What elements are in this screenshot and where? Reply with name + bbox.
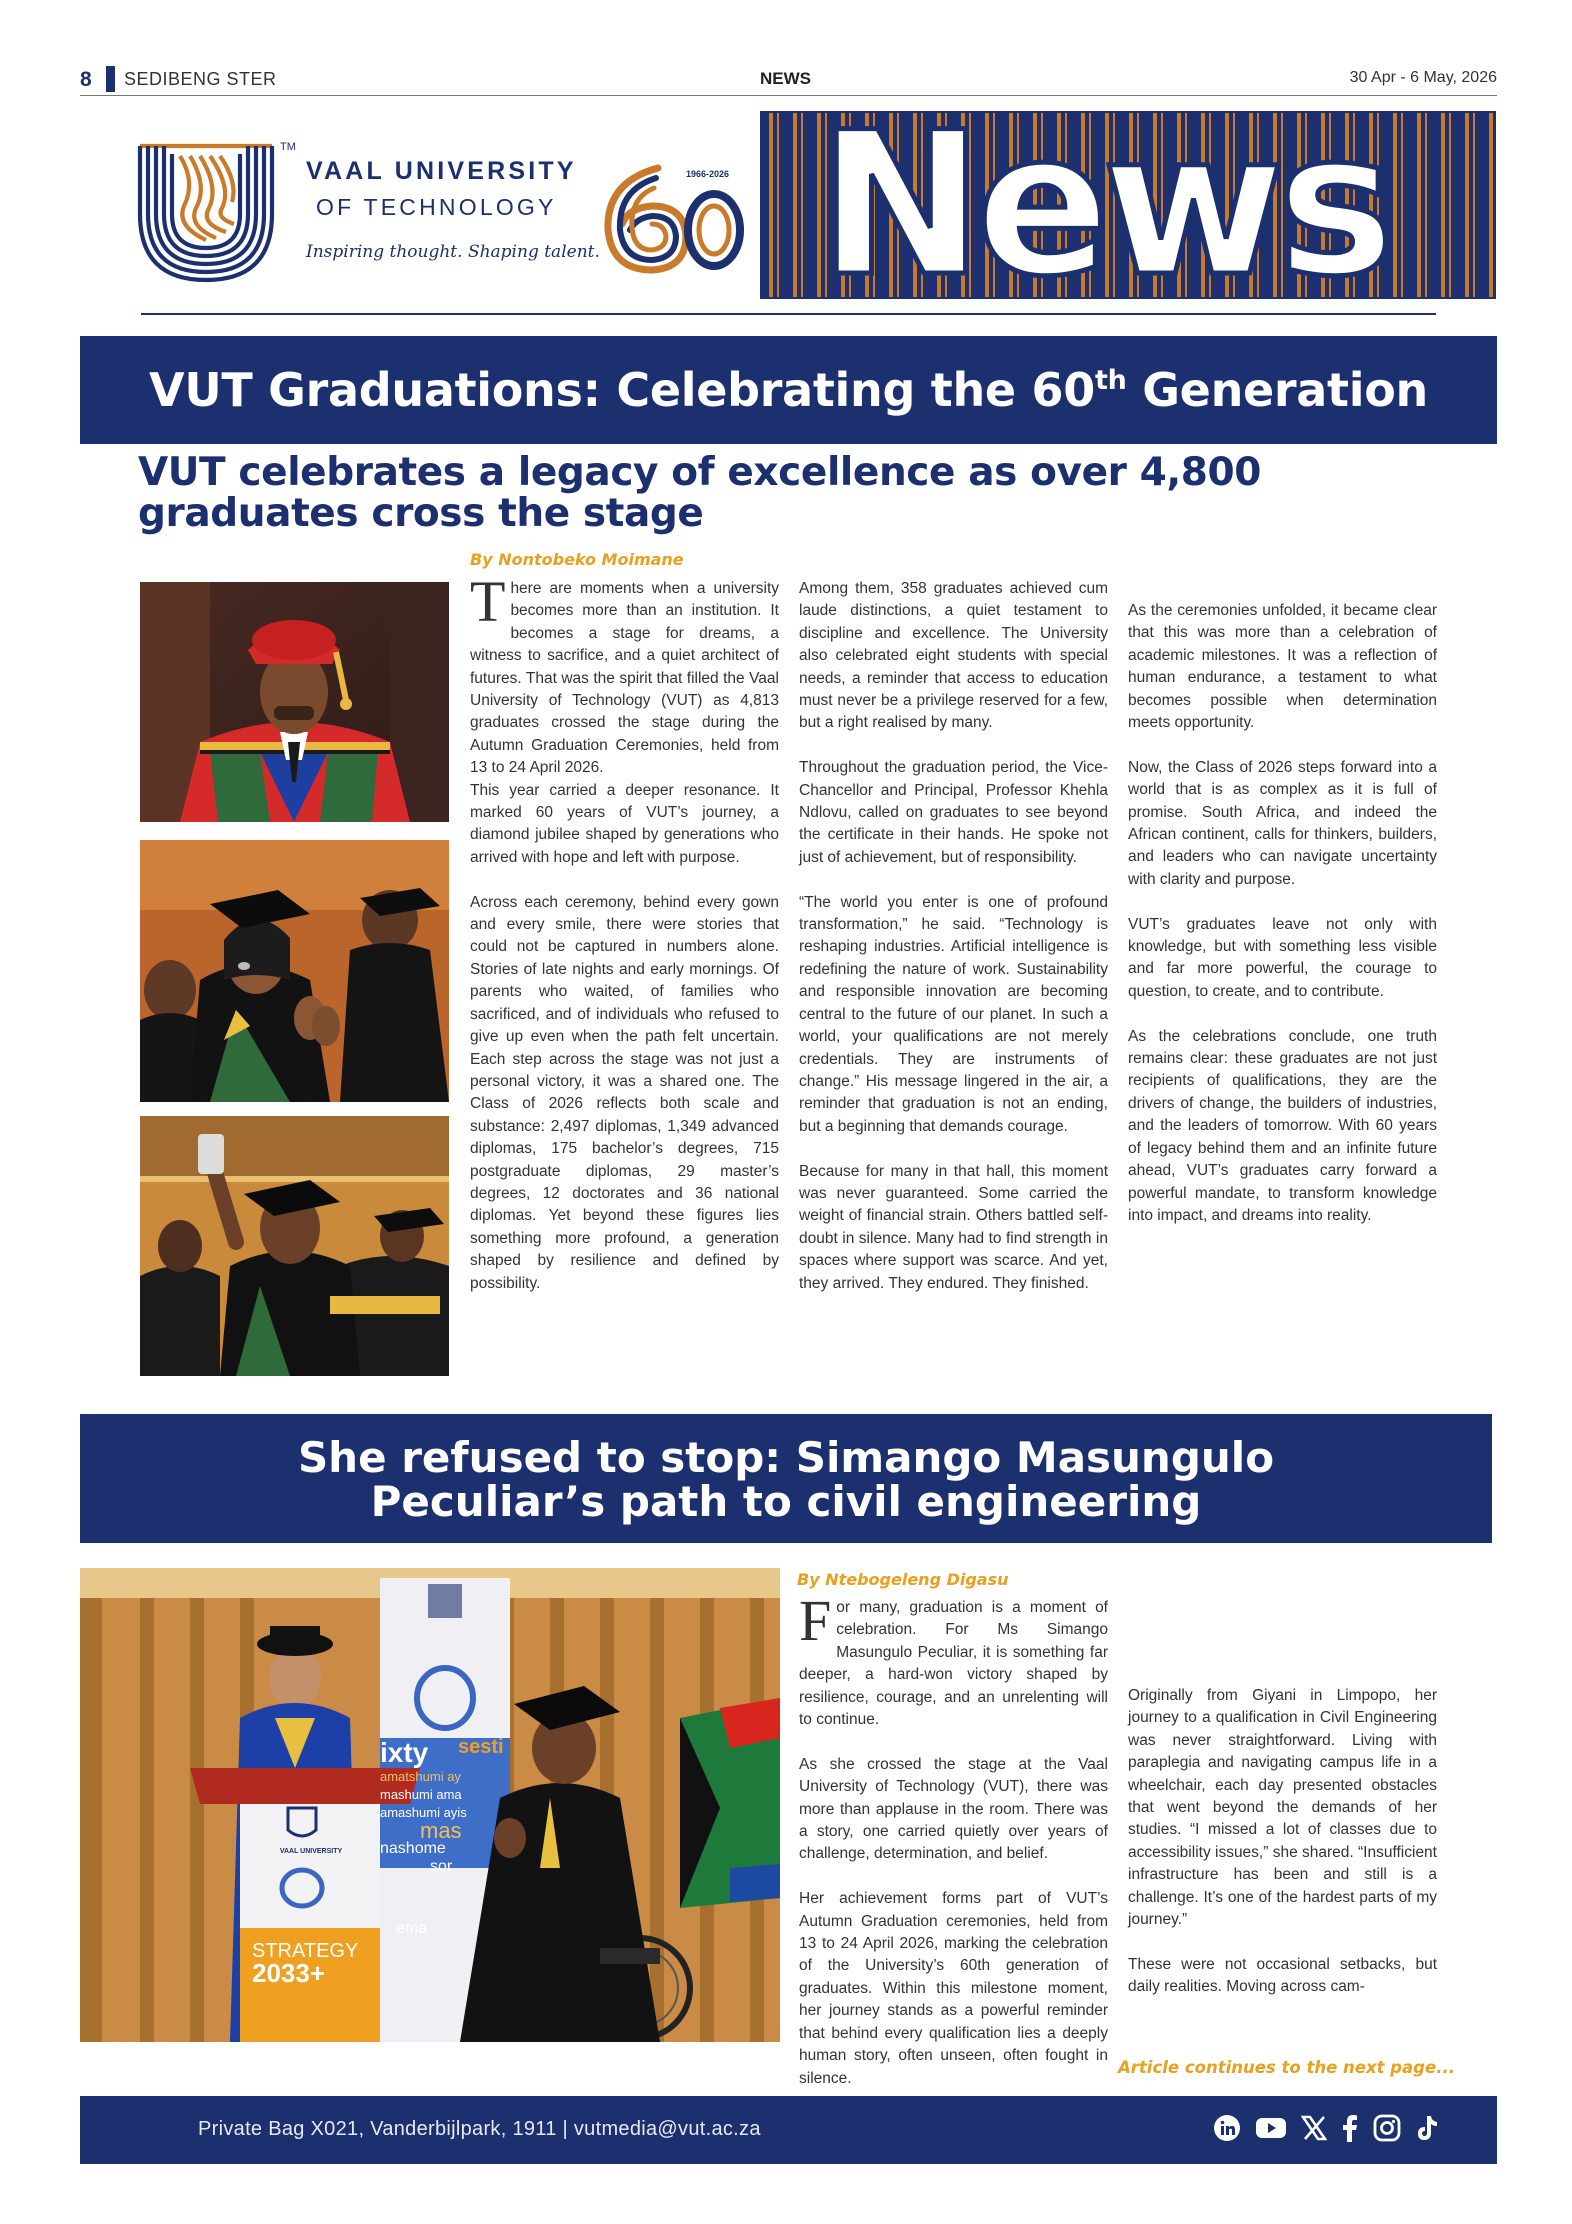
article1-banner: VUT Graduations: Celebrating the 60th Generation: [80, 336, 1497, 444]
photo-strategy-label: STRATEGY 2033+: [252, 1940, 359, 1988]
article2-paragraph: Originally from Giyani in Limpopo, her journey to a qualification in Civil Engineering was never straightforward. Living with paraplegia and navigating campus life in a wheelchair, each day presented obstacles that went beyond the demands of her studies. “I missed a lot of classes due to accessibility issues,” she shared. “Insufficient infrastructure has been and still is a challenge. It’s one of the hardest parts of my journey.”: [1128, 1687, 1437, 1929]
article1-paragraph: Across each ceremony, behind every gown and every smile, there were stories that could not be captured in numbers alone. Stories of late nights and early mornings. Of parents who waited, of families who sacrificed, and of individuals who refused to give up even when the path felt uncertain. Each step across the stage was not just a personal victory, it was a shared one. The Class of 2026 reflects both scale and substance: 2,497 diplomas, 1,349 advanced diplomas, 175 bachelor’s degrees, 715 postgraduate diplomas, 29 master’s degrees, 12 doctorates and 36 national diplomas. Yet beyond these figures lies something more profound, a generation shaped by resilience and defined by possibility.: [470, 893, 779, 1292]
news-section-header: [760, 111, 1496, 299]
page-number-bar: [106, 66, 115, 92]
social-links: [1213, 2114, 1439, 2142]
article2-paragraph: or many, graduation is a moment of celebration. For Ms Simango Masungulo Peculiar, it is something far deeper, a hard-won victory shaped by resilience, courage, and an unrelenting will to continue.: [799, 1599, 1108, 1729]
article1-paragraph: As the celebrations conclude, one truth remains clear: these graduates are not just recipients of qualifications, they are the drivers of change, the builders of industries, and the leaders of tomorrow. With 60 years of legacy behind them and an infinite future ahead, VUT’s graduates carry forward a powerful mandate, to transform knowledge into impact, and dreams into reality.: [1128, 1027, 1437, 1224]
article1-headline: VUT celebrates a legacy of excellence as over 4,800 graduates cross the stage: [138, 450, 1261, 536]
article2-banner-line1: She refused to stop: Simango Masungulo: [297, 1433, 1275, 1482]
issue-dates: 30 Apr - 6 May, 2026: [1349, 69, 1497, 86]
photo-graduate-selfie: [140, 1116, 449, 1376]
article1-paragraph: This year carried a deeper resonance. It marked 60 years of VUT’s journey, a diamond jubilee shaped by generations who arrived with hope and left with purpose.: [470, 781, 779, 866]
x-icon[interactable]: [1301, 2115, 1327, 2141]
publication-name: SEDIBENG STER: [124, 69, 277, 89]
article2-banner-line2: Peculiar’s path to civil engineering: [370, 1477, 1202, 1526]
article1-byline: By Nontobeko Moimane: [470, 550, 684, 569]
article2-banner: [80, 1414, 1492, 1543]
trademark-symbol: TM: [280, 141, 296, 153]
article2-drop-cap: F: [799, 1588, 832, 1653]
article2-column2: [1128, 1597, 1437, 1999]
university-name-line1: VAAL UNIVERSITY: [306, 157, 577, 185]
article1-paragraph: Because for many in that hall, this moment was never guaranteed. Some carried the weight of financial strain. Others battled self-doubt in silence. Many had to find strength in spaces where support was scarce. And yet, they arrived. They endured. They finished.: [799, 1162, 1108, 1292]
page-number: 8: [80, 68, 92, 91]
photo-graduate-wheelchair: [80, 1568, 780, 2042]
article2-column1: [799, 1588, 1108, 2090]
masthead-divider: [141, 313, 1436, 315]
article2-paragraph: As she crossed the stage at the Vaal University of Technology (VUT), there was more than applause in the room. There was a story, one carried quietly over years of challenge, determination, and belief.: [799, 1755, 1108, 1863]
section-label: NEWS: [760, 69, 811, 88]
anniversary-years: 1966-2026: [686, 169, 730, 179]
photo-graduates-applauding: [140, 840, 449, 1102]
article1-paragraph: here are moments when a university becomes more than an institution. It becomes a stage for dreams, a witness to sacrifice, and a quiet architect of futures. That was the spirit that filled the Vaal University of Technology (VUT) as 4,813 graduates crossed the stage during the Autumn Graduation Ceremonies, held from 13 to 24 April 2026.: [470, 580, 779, 777]
article1-paragraph: Now, the Class of 2026 steps forward into a world that is as complex as it is full of promise. South Africa, and indeed the African continent, calls for thinkers, builders, and leaders who can navigate uncertainty with clarity and purpose.: [1128, 758, 1437, 888]
article1-column3: [1128, 600, 1437, 1227]
tiktok-icon[interactable]: [1415, 2114, 1439, 2142]
facebook-icon[interactable]: [1341, 2114, 1359, 2142]
article1-column2: [799, 578, 1108, 1295]
photo-university-label: VAAL UNIVERSITY: [279, 1848, 343, 1855]
article1-drop-cap: T: [470, 569, 506, 634]
article2-byline: By Ntebogeleng Digasu: [797, 1570, 1009, 1589]
news-section-title: News: [818, 111, 1387, 299]
university-slogan: Inspiring thought. Shaping talent.: [306, 242, 600, 262]
article1-paragraph: As the ceremonies unfolded, it became clear that this was more than a celebration of academic milestones. It was a reflection of human endurance, a testament to what becomes possible when determination meets opportunity.: [1128, 602, 1437, 732]
continued-notice: Article continues to the next page...: [1118, 2058, 1455, 2077]
university-name-line2: OF TECHNOLOGY: [316, 194, 557, 220]
article1-paragraph: VUT’s graduates leave not only with knowledge, but with something less visible and far more powerful, the courage to question, to create, and to contribute.: [1128, 915, 1437, 1000]
article1-paragraph: Throughout the graduation period, the Vice-Chancellor and Principal, Professor Khehla Ndlovu, called on graduates to see beyond the certificate in their hands. He spoke not just of achievement, but of responsibility.: [799, 759, 1108, 866]
instagram-icon[interactable]: [1373, 2114, 1401, 2142]
article1-column1: [470, 569, 779, 1295]
vut-logo-icon: [136, 142, 276, 284]
article2-paragraph: Her achievement forms part of VUT’s Autumn Graduation ceremonies, held from 13 to 24 April 2026, marking the celebration of the University’s 60th generation of graduates. Within this milestone moment, her journey stands as a powerful reminder that behind every qualification lies a deeply human story, often unseen, often fought in silence.: [799, 1890, 1108, 2087]
article2-paragraph: These were not occasional setbacks, but daily realities. Moving across cam-: [1128, 1955, 1437, 1996]
linkedin-icon[interactable]: [1213, 2114, 1241, 2142]
footer-bar: [80, 2096, 1497, 2164]
article1-paragraph: Among them, 358 graduates achieved cum laude distinctions, a quiet testament to discipline and excellence. The University also celebrated eight students with special needs, a reminder that access to education must never be a privilege reserved for a few, but a right realised by many.: [799, 580, 1108, 732]
article1-paragraph: “The world you enter is one of profound transformation,” he said. “Technology is reshaping industries. Artificial intelligence is redefining the nature of work. Sustainability and responsible innovation are becoming central to the future of our planet. In such a world, your qualifications are not merely credentials. They are instruments of change.” His message lingered in the air, a reminder that graduation is not an ending, but a beginning that demands courage.: [799, 893, 1108, 1135]
photo-graduate-red-gown: [140, 582, 449, 822]
running-head: [80, 66, 1497, 96]
photo-lectern-text: ema: [396, 1920, 428, 1937]
contact-address: Private Bag X021, Vanderbijlpark, 1911 | vutmedia@vut.ac.za: [198, 2118, 761, 2140]
youtube-icon[interactable]: [1255, 2116, 1287, 2140]
photo-banner-text: ixty sesti amatshumi ay mashumi ama amashumi ayis mas nashome sor: [380, 1736, 504, 1875]
